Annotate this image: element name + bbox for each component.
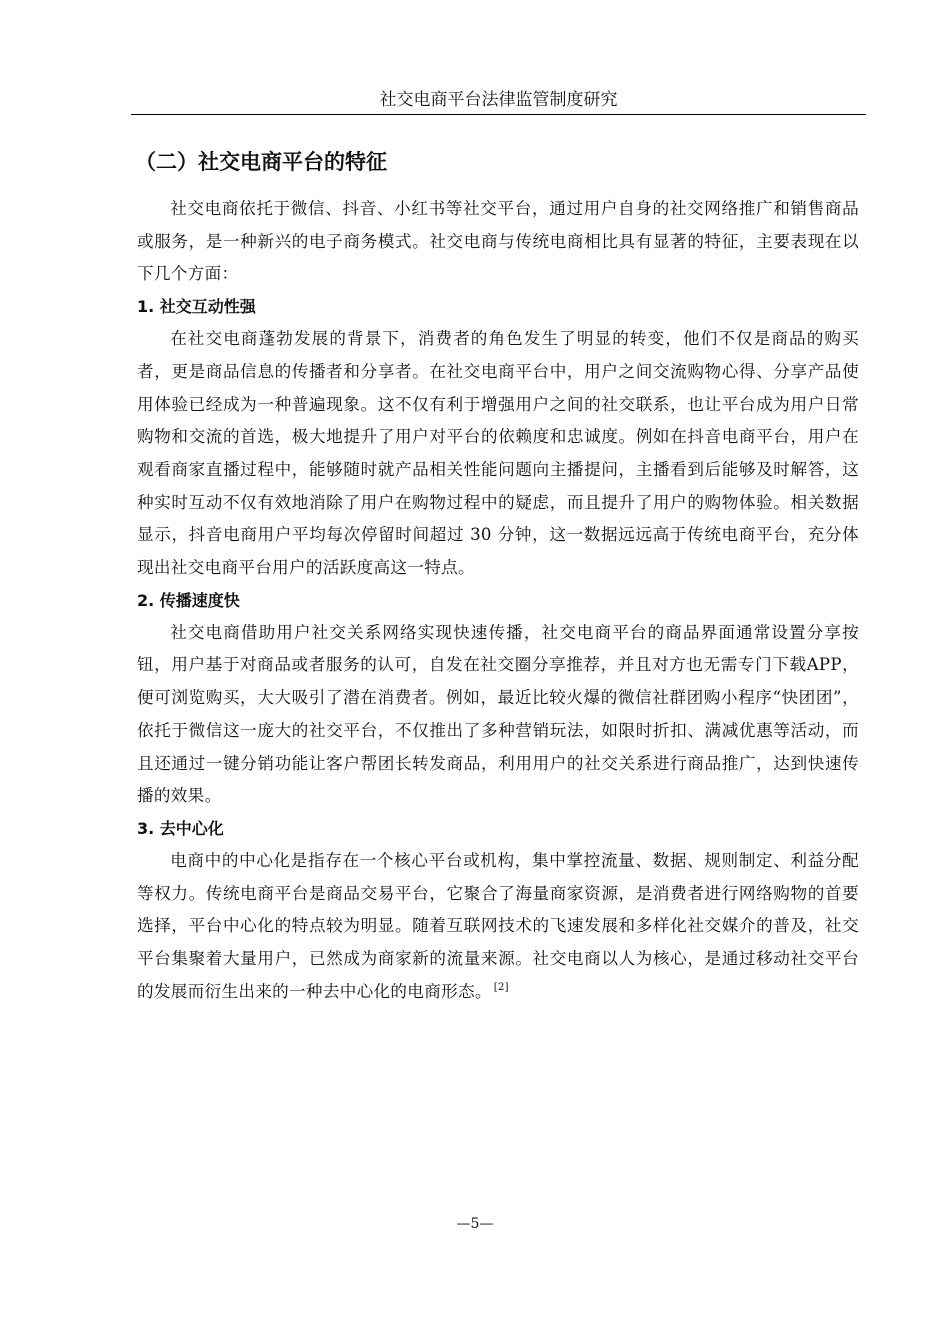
subsection-body-3-text: 电商中的中心化是指存在一个核心平台或机构，集中掌控流量、数据、规则制定、利益分配等权力。传统电商平台是商品交易平台，它聚合了海量商家资源，是消费者进行网络购物的首要选择，平台中心化的特点较为明显。随着互联网技术的飞速发展和多样化社交媒介的普及，社交平台集聚着大量用户，已然成为商家新的流量来源。社交电商以人为核心，是通过移动社交平台的发展而衍生出来的一种去中心化的电商形态。 (137, 850, 859, 1001)
subsection-body-3 (137, 845, 859, 1009)
header-rule (131, 114, 866, 115)
citation-marker[interactable]: [2] (493, 982, 509, 994)
subsection-heading-1: 1. 社交互动性强 (137, 297, 256, 317)
page-body (137, 145, 859, 1008)
subsection-body-1: 在社交电商蓬勃发展的背景下，消费者的角色发生了明显的转变，他们不仅是商品的购买者，更是商品信息的传播者和分享者。在社交电商平台中，用户之间交流购物心得、分享产品使用体验已经成为一种普遍现象。这不仅有利于增强用户之间的社交联系，也让平台成为用户日常购物和交流的首选，极大地提升了用户对平台的依赖度和忠诚度。例如在抖音电商平台，用户在观看商家直播过程中，能够随时就产品相关性能问题向主播提问，主播看到后能够及时解答，这种实时互动不仅有效地消除了用户在购物过程中的疑虑，而且提升了用户的购物体验。相关数据显示，抖音电商用户平均每次停留时间超过 30 分钟，这一数据远远高于传统电商平台，充分体现出社交电商平台用户的活跃度高这一特点。 (137, 329, 859, 578)
subsection-body-2: 社交电商借助用户社交关系网络实现快速传播，社交电商平台的商品界面通常设置分享按钮，用户基于对商品或者服务的认可，自发在社交圈分享推荐，并且对方也无需专门下载APP，便可浏览购买，大大吸引了潜在消费者。例如，最近比较火爆的微信社群团购小程序“快团团”，依托于微信这一庞大的社交平台，不仅推出了多种营销玩法，如限时折扣、满减优惠等活动，而且还通过一键分销功能让客户帮团长转发商品，利用用户的社交关系进行商品推广，达到快速传播的效果。 (137, 622, 859, 806)
page-number: —5— (456, 1216, 494, 1232)
subsection-heading-2: 2. 传播速度快 (137, 590, 240, 610)
subsection-heading-3: 3. 去中心化 (137, 818, 224, 838)
intro-paragraph: 社交电商依托于微信、抖音、小红书等社交平台，通过用户自身的社交网络推广和销售商品或服务，是一种新兴的电子商务模式。社交电商与传统电商相比具有显著的特征，主要表现在以下几个方面： (137, 199, 859, 284)
section-title: （二）社交电商平台的特征 (135, 150, 387, 174)
running-header: 社交电商平台法律监管制度研究 (379, 90, 618, 110)
